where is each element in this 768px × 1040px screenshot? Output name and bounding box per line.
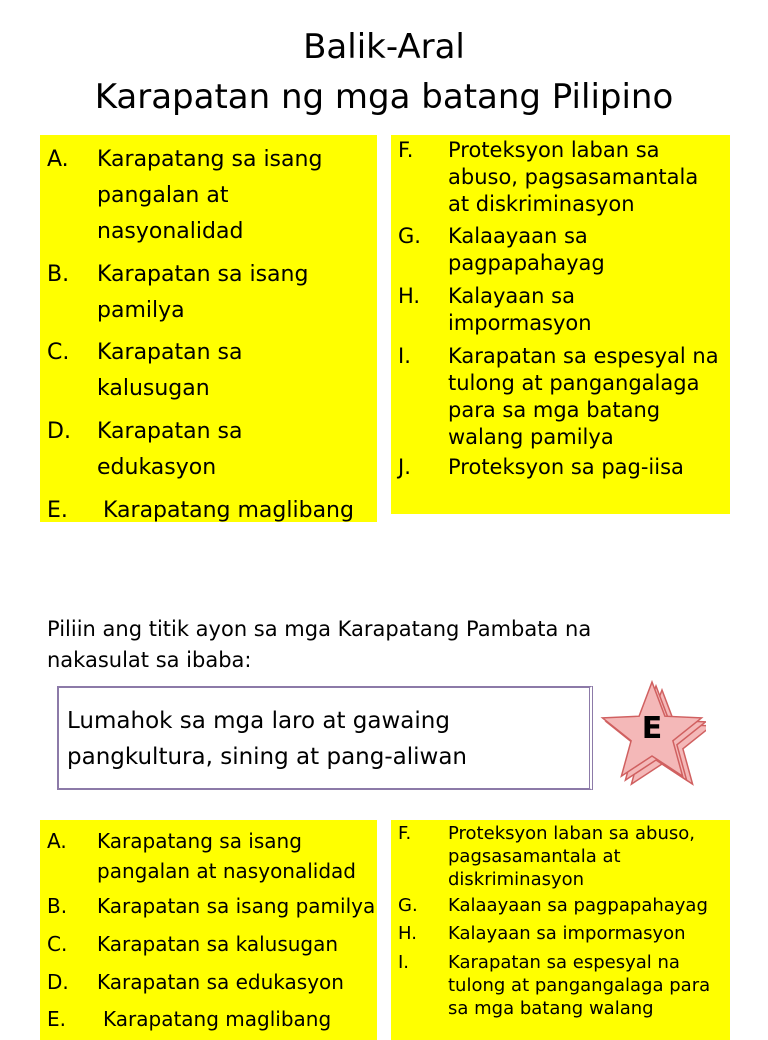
- question-box: [57, 686, 593, 790]
- choice-text-line: Kalayaan sa: [448, 284, 575, 308]
- choice-text: [448, 343, 719, 451]
- choice-text-line: abuso, pagsasamantala: [448, 165, 699, 189]
- choice-letter: I.: [398, 952, 410, 973]
- choice-text-line: walang pamilya: [448, 425, 614, 449]
- choice-text: [97, 826, 356, 886]
- choice-text-line: Karapatan sa: [97, 340, 243, 365]
- choice-text-line: Kalaayaan sa pagpapahayag: [448, 895, 708, 916]
- choice-text-line: para sa mga batang: [448, 398, 661, 422]
- choice-text-line: Proteksyon laban sa: [448, 138, 660, 162]
- choice-text-line: Karapatan sa edukasyon: [97, 970, 344, 994]
- instruction-line-1: Piliin ang titik ayon sa mga Karapatang Pambata na: [47, 617, 592, 641]
- page-title: Balik-Aral: [303, 27, 465, 67]
- choice-text-line: nasyonalidad: [97, 219, 244, 244]
- choice-letter: E.: [47, 1007, 66, 1031]
- choice-text-line: Karapatang sa isang: [97, 829, 302, 853]
- choice-text-line: Karapatan sa isang: [97, 262, 309, 287]
- bottom-left-choices-panel: [40, 820, 377, 1040]
- top-right-choices-panel: [391, 135, 730, 514]
- choice-letter: G.: [398, 895, 418, 916]
- page-subtitle: Karapatan ng mga batang Pilipino: [94, 77, 674, 117]
- choice-text-line: sa mga batang walang: [448, 998, 654, 1019]
- choice-letter: J.: [398, 455, 411, 479]
- choice-text-line: pangalan at nasyonalidad: [97, 859, 356, 883]
- bottom-right-choices-panel: [391, 820, 730, 1040]
- choice-text-line: pagpapahayag: [448, 251, 605, 275]
- choice-text-line: edukasyon: [97, 455, 217, 480]
- choice-letter: A.: [47, 829, 67, 853]
- choice-text-line: impormasyon: [448, 311, 592, 335]
- answer-letter: E: [641, 711, 663, 746]
- choice-letter: C.: [47, 932, 68, 956]
- choice-text: [97, 142, 322, 250]
- choice-text-line: tulong at pangangalaga: [448, 371, 700, 395]
- choice-text: [448, 894, 708, 917]
- choice-text-line: Karapatang sa isang: [97, 147, 323, 172]
- choice-text: [448, 137, 698, 218]
- choice-text-line: diskriminasyon: [448, 869, 585, 890]
- choice-text: [448, 454, 684, 481]
- top-left-choices-panel: [40, 135, 377, 522]
- choice-letter: I.: [398, 344, 411, 368]
- choice-text-line: Karapatan sa espesyal na: [448, 952, 680, 973]
- choice-text-line: Karapatan sa isang pamilya: [97, 894, 376, 918]
- choice-letter: D.: [47, 970, 69, 994]
- choice-text-line: Proteksyon sa pag-iisa: [448, 455, 684, 479]
- question-line-2: pangkultura, sining at pang-aliwan: [67, 744, 467, 770]
- choice-text-line: Karapatang maglibang: [103, 1007, 332, 1031]
- instruction-line-2: nakasulat sa ibaba:: [47, 648, 252, 672]
- choice-letter: A.: [47, 147, 69, 172]
- choice-letter: F.: [398, 138, 414, 162]
- choice-text: [97, 257, 308, 329]
- question-line-1: Lumahok sa mga laro at gawaing: [67, 708, 450, 734]
- choice-letter: H.: [398, 284, 421, 308]
- choice-text: [103, 493, 354, 522]
- choice-letter: B.: [47, 894, 68, 918]
- choice-text: [97, 967, 344, 997]
- choice-text: [97, 929, 338, 959]
- choice-letter: B.: [47, 262, 70, 287]
- choice-text-line: Karapatang maglibang: [103, 498, 354, 522]
- choice-letter: E.: [47, 498, 68, 522]
- choice-text-line: pagsasamantala at: [448, 846, 621, 867]
- choice-letter: C.: [47, 340, 70, 365]
- choice-letter: G.: [398, 224, 421, 248]
- choice-text: [97, 335, 242, 407]
- choice-text: [448, 283, 592, 337]
- choice-text-line: tulong at pangangalaga para: [448, 975, 711, 996]
- choice-text-line: Karapatan sa espesyal na: [448, 344, 719, 368]
- choice-text: [97, 414, 242, 486]
- choice-text: [103, 1004, 331, 1034]
- choice-text-line: pangalan at: [97, 183, 229, 208]
- instruction-text: [47, 614, 687, 676]
- choice-text-line: Karapatan sa: [97, 419, 243, 444]
- choice-text: [448, 223, 605, 277]
- choice-text-line: Proteksyon laban sa abuso,: [448, 823, 696, 844]
- choice-text-line: at diskriminasyon: [448, 192, 635, 216]
- choice-letter: F.: [398, 823, 412, 844]
- choice-letter: H.: [398, 923, 417, 944]
- choice-text-line: Kalayaan sa impormasyon: [448, 923, 686, 944]
- choice-text-line: pamilya: [97, 298, 185, 323]
- choice-text-line: kalusugan: [97, 376, 210, 401]
- choice-text-line: Karapatan sa kalusugan: [97, 932, 339, 956]
- choice-text: [97, 891, 375, 921]
- choice-text: [448, 822, 695, 891]
- choice-text: [448, 922, 686, 945]
- choice-letter: D.: [47, 419, 71, 444]
- choice-text-line: Kalaayaan sa: [448, 224, 588, 248]
- choice-text: [448, 951, 710, 1020]
- answer-star: [598, 676, 706, 792]
